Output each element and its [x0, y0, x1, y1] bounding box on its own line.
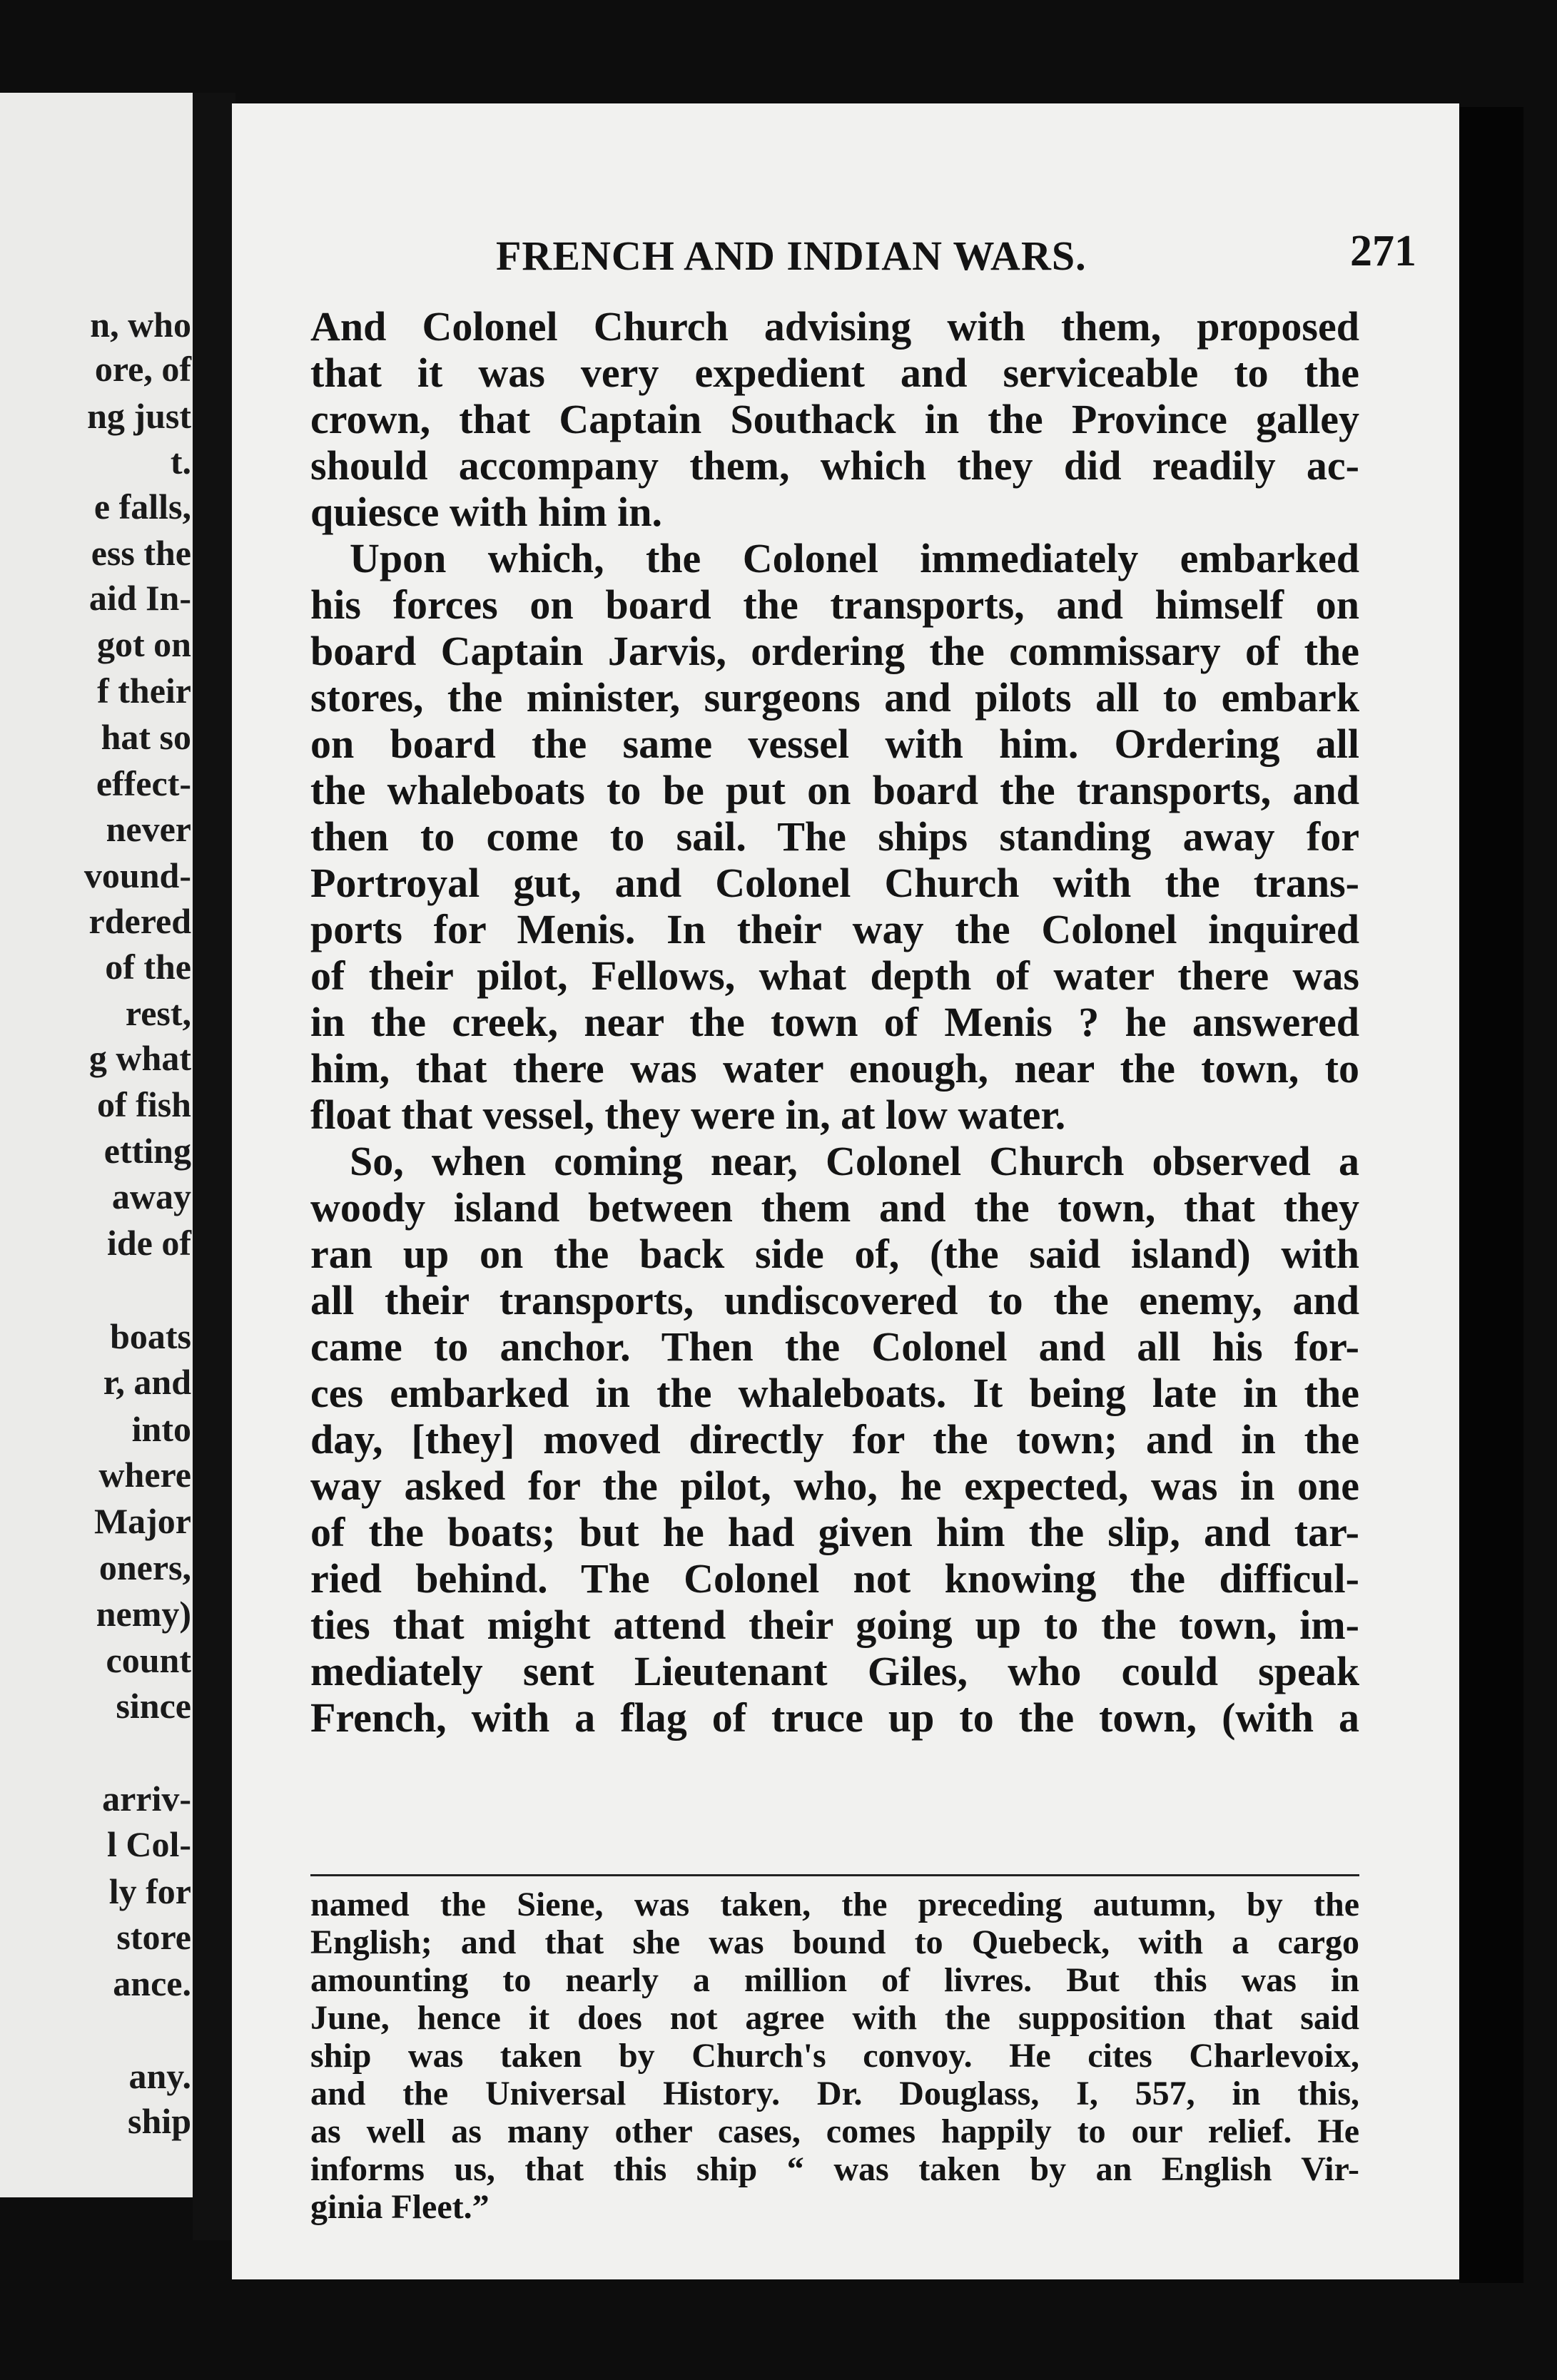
text-line: ties that might attend their going up to the town, im- [310, 1602, 1359, 1648]
left-line: ly for [108, 1871, 191, 1911]
footnote-line: amounting to nearly a million of livres. But this was in [310, 1961, 1359, 1999]
left-line: rdered [88, 901, 191, 941]
left-line: n, who [90, 305, 191, 345]
text-line: And Colonel Church advising with them, proposed [310, 303, 1359, 350]
page-number: 271 [1350, 227, 1416, 275]
left-line: nemy) [96, 1594, 191, 1634]
text-line: that it was very expedient and serviceable to the [310, 350, 1359, 396]
left-line: vound- [83, 855, 191, 895]
running-title: FRENCH AND INDIAN WARS. [496, 233, 1087, 279]
text-line: way asked for the pilot, who, he expected, was in one [310, 1463, 1359, 1509]
text-line: should accompany them, which they did readily ac- [310, 442, 1359, 489]
left-line: got on [97, 624, 191, 664]
page-shadow-edge [1459, 107, 1523, 2283]
left-line: hat so [101, 717, 191, 757]
left-line: where [98, 1455, 191, 1495]
text-line: stores, the minister, surgeons and pilots all to embark [310, 674, 1359, 721]
text-line: came to anchor. Then the Colonel and all his for- [310, 1323, 1359, 1370]
left-line: t. [170, 442, 191, 482]
left-page-fragment [0, 93, 207, 2197]
left-line: any. [128, 2056, 191, 2096]
text-line: ces embarked in the whaleboats. It being late in the [310, 1370, 1359, 1416]
footnote-line: named the Siene, was taken, the preceding autumn, by the [310, 1886, 1359, 1923]
left-line: of fish [97, 1084, 191, 1124]
text-line: day, [they] moved directly for the town; and in the [310, 1416, 1359, 1463]
text-line: ried behind. The Colonel not knowing the difficul- [310, 1555, 1359, 1602]
page-header [232, 227, 1459, 289]
left-line: f their [97, 671, 191, 711]
left-line: boats [110, 1316, 191, 1356]
footnote-line: as well as many other cases, comes happily to our relief. He [310, 2112, 1359, 2150]
left-line: aid In- [88, 578, 191, 618]
left-line: rest, [125, 993, 191, 1033]
text-line: board Captain Jarvis, ordering the commissary of the [310, 628, 1359, 674]
left-line: arriv- [102, 1779, 191, 1819]
left-line: ng just [87, 396, 191, 436]
footnote-line: ginia Fleet.” [310, 2188, 490, 2226]
footnote-line: ship was taken by Church's convoy. He cites Charlevoix, [310, 2037, 1359, 2075]
left-line: r, and [103, 1362, 191, 1402]
footnote [310, 1886, 1359, 2226]
text-line: him, that there was water enough, near the town, to [310, 1045, 1359, 1092]
left-line: ide of [106, 1223, 191, 1263]
text-line: the whaleboats to be put on board the transports, and [310, 767, 1359, 813]
left-line: never [106, 809, 191, 849]
left-line: of the [105, 947, 191, 987]
footnote-line: English; and that she was bound to Quebeck, with a cargo [310, 1923, 1359, 1961]
text-line: ran up on the back side of, (the said island) with [310, 1231, 1359, 1277]
left-line: ess the [91, 533, 191, 573]
left-line: e falls, [93, 487, 191, 527]
text-line: French, with a flag of truce up to the town, (with a [310, 1694, 1359, 1741]
left-line: g what [88, 1038, 191, 1078]
footnote-line: informs us, that this ship “ was taken by an English Vir- [310, 2150, 1359, 2188]
left-line: Major [93, 1501, 191, 1541]
text-line: crown, that Captain Southack in the Province galley [310, 396, 1359, 442]
footnote-line: June, hence it does not agree with the supposition that said [310, 1999, 1359, 2037]
text-line: of their pilot, Fellows, what depth of water there was [310, 952, 1359, 999]
left-line: store [116, 1917, 191, 1957]
text-line: on board the same vessel with him. Ordering all [310, 721, 1359, 767]
text-line: mediately sent Lieutenant Giles, who could speak [310, 1648, 1359, 1694]
left-line: l Col- [106, 1824, 191, 1864]
footnote-line: and the Universal History. Dr. Douglass, I, 557, in this, [310, 2075, 1359, 2112]
left-line: ship [128, 2101, 191, 2141]
text-line: in the creek, near the town of Menis ? he answered [310, 999, 1359, 1045]
text-line: his forces on board the transports, and himself on [310, 581, 1359, 628]
left-line: ore, of [94, 349, 191, 389]
text-line: of the boats; but he had given him the slip, and tar- [310, 1509, 1359, 1555]
text-line: woody island between them and the town, that they [310, 1184, 1359, 1231]
text-line: ports for Menis. In their way the Colonel inquired [310, 906, 1359, 952]
book-gutter [193, 93, 235, 2240]
left-line: etting [103, 1131, 191, 1171]
left-line: away [111, 1176, 191, 1216]
text-line: quiesce with him in. [310, 489, 663, 535]
left-line: since [116, 1686, 191, 1726]
left-line: effect- [96, 763, 191, 803]
right-page [232, 103, 1459, 2279]
text-line: float that vessel, they were in, at low water. [310, 1092, 1066, 1138]
left-line: count [106, 1640, 191, 1680]
left-line: into [131, 1409, 191, 1449]
text-line: all their transports, undiscovered to the enemy, and [310, 1277, 1359, 1323]
left-line: oners, [98, 1547, 191, 1587]
text-line: then to come to sail. The ships standing away for [310, 813, 1359, 860]
text-line: So, when coming near, Colonel Church observed a [350, 1138, 1359, 1184]
text-line: Upon which, the Colonel immediately embarked [350, 535, 1359, 581]
text-line: Portroyal gut, and Colonel Church with the trans- [310, 860, 1359, 906]
left-line: ance. [113, 1963, 191, 2003]
footnote-rule [310, 1874, 1359, 1876]
body-text [310, 303, 1359, 1741]
